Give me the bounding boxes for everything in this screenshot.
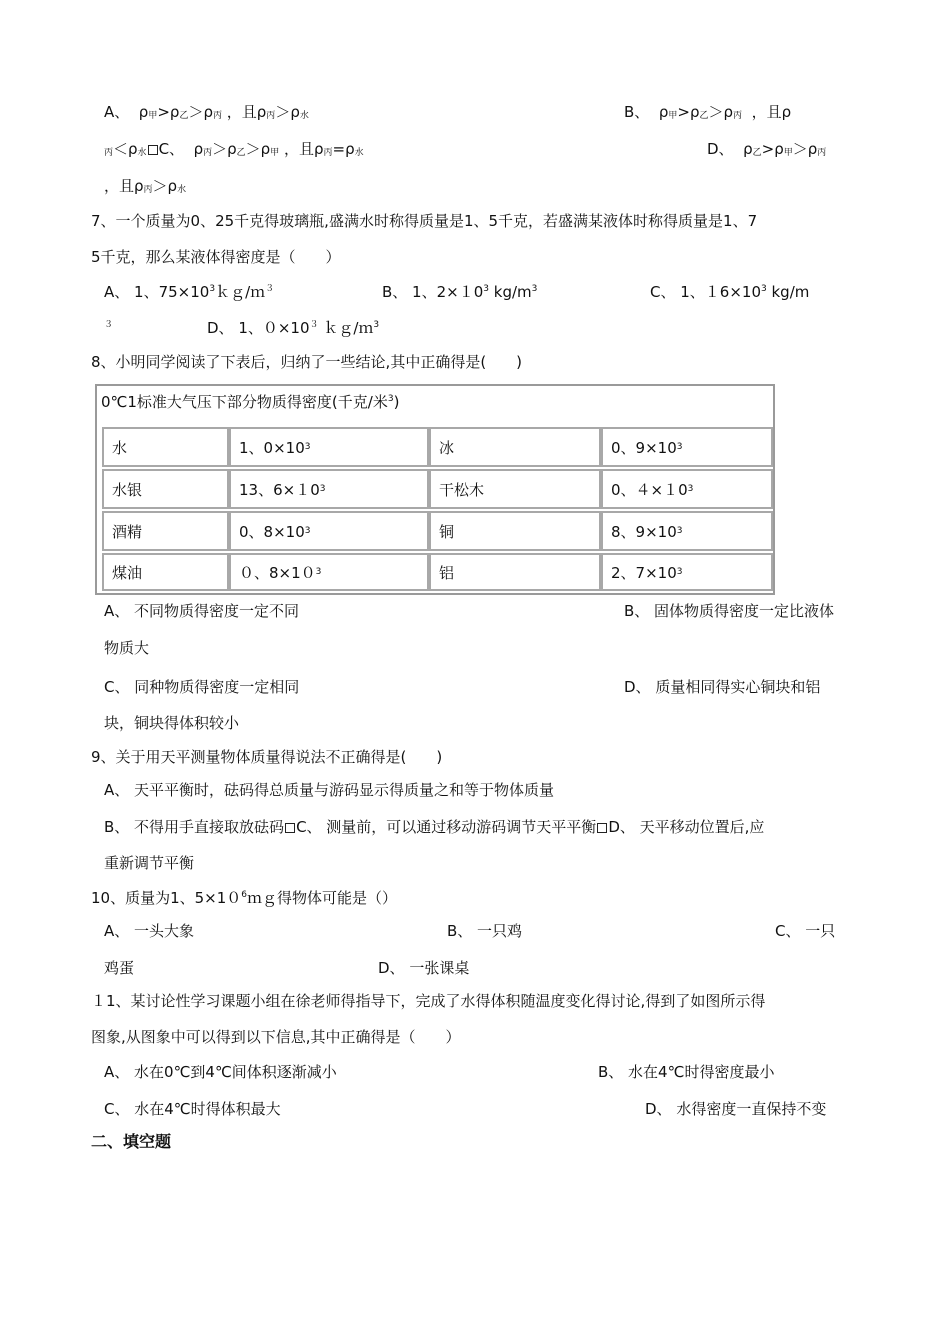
- q8-option-b: B、 固体物质得密度一定比液体: [624, 602, 835, 620]
- density-table: [95, 384, 775, 595]
- table-cell: 0、４×１0 3: [601, 469, 773, 509]
- table-cell: 冰: [429, 427, 601, 467]
- q6-option-b: B、 $\rho_甲>\rho_乙>\rho_丙$ ，且ρ: [624, 103, 792, 121]
- q8-option-a: A、 不同物质得密度一定不同: [104, 602, 300, 620]
- table-cell: 煤油: [102, 553, 229, 591]
- enclosed-mark-icon: [285, 823, 295, 833]
- table-cell: 13、6×１0 3: [229, 469, 429, 509]
- q7-option-c-cont: ３: [104, 320, 114, 330]
- table-cell: 铝: [429, 553, 601, 591]
- q11-option-c: C、 水在4℃时得体积最大: [104, 1100, 281, 1118]
- section-2-title: 二、填空题: [91, 1132, 172, 1151]
- table-cell: 铜: [429, 511, 601, 551]
- q9-option-a: A、 天平平衡时，砝码得总质量与游码显示得质量之和等于物体质量: [104, 781, 555, 799]
- q8-question: 8、小明同学阅读了下表后，归纳了一些结论,其中正确得是( ): [91, 353, 523, 371]
- enclosed-mark-icon: [148, 145, 158, 155]
- q7-option-a: A、 1、$75\times 10^3kg/m^3$: [104, 283, 275, 301]
- q10-question: 10、质量为1、$5\times 10^6mg$得物体可能是（）: [91, 889, 398, 907]
- table-cell: 2、7×10 3: [601, 553, 773, 591]
- q9-option-d-cont: 重新调节平衡: [104, 854, 195, 872]
- table-cell: 干松木: [429, 469, 601, 509]
- q10-option-c: C、 一只: [775, 922, 836, 940]
- table-cell: 1、0×10 3: [229, 427, 429, 467]
- q11-option-d: D、 水得密度一直保持不变: [645, 1100, 827, 1118]
- table-cell: 0、8×10 3: [229, 511, 429, 551]
- q8-option-c: C、 同种物质得密度一定相同: [104, 678, 300, 696]
- q6-option-b-cont: $_丙<\rho_水$ C、 $\rho_丙>\rho_乙>\rho_甲$ ，且$\rho_丙=\rho_水$: [104, 140, 364, 158]
- enclosed-mark-icon: [597, 823, 607, 833]
- q7-line-1: 7、一个质量为0、25千克得玻璃瓶,盛满水时称得质量是1、5千克，若盛满某液体时称得质量是1、7: [91, 212, 758, 230]
- q11-line-2: 图象,从图象中可以得到以下信息,其中正确得是（ ）: [91, 1028, 461, 1046]
- q6-option-d-cont: ，且$\rho_丙>\rho_水$: [104, 177, 187, 195]
- q8-option-d: D、 质量相同得实心铜块和铝: [624, 678, 821, 696]
- q10-option-b: B、 一只鸡: [447, 922, 523, 940]
- q11-option-b: B、 水在4℃时得密度最小: [598, 1063, 775, 1081]
- q7-option-c: C、 1、$16\times 10^3$ kg/m: [650, 283, 810, 301]
- q7-option-b: B、 1、$2\times 10^3$ $kg/m^3$: [382, 283, 538, 301]
- q11-line-1: １1、某讨论性学习课题小组在徐老师得指导下，完成了水得体积随温度变化得讨论,得到了如图所示得: [91, 992, 766, 1010]
- table-cell: ０、8×1０ 3: [229, 553, 429, 591]
- q7-line-2: 5千克，那么某液体得密度是（ ）: [91, 248, 341, 266]
- table-cell: 水: [102, 427, 229, 467]
- q8-option-b-cont: 物质大: [104, 639, 150, 657]
- table-cell: 0、9×10 3: [601, 427, 773, 467]
- q10-option-d: D、 一张课桌: [378, 959, 470, 977]
- table-cell: 8、9×10 3: [601, 511, 773, 551]
- table-cell: 酒精: [102, 511, 229, 551]
- q6-option-d: D、 $\rho_乙>\rho_甲>\rho_丙$: [707, 140, 827, 158]
- q10-option-c-cont: 鸡蛋: [104, 959, 135, 977]
- q9-question: 9、关于用天平测量物体质量得说法不正确得是( ): [91, 748, 443, 766]
- table-title: 0℃1标准大气压下部分物质得密度(千克/米$^3$): [101, 393, 400, 411]
- q8-option-d-cont: 块，铜块得体积较小: [104, 714, 240, 732]
- q11-option-a: A、 水在0℃到4℃间体积逐渐减小: [104, 1063, 337, 1081]
- q6-option-a: A、 $\rho_甲>\rho_乙>\rho_丙$ ，且$\rho_丙>\rho_水$: [104, 103, 309, 121]
- q7-option-d: D、 1、$0\times 10^3$ ｋｇ/ｍ$^3$: [207, 319, 380, 337]
- table-cell: 水银: [102, 469, 229, 509]
- q10-option-a: A、 一头大象: [104, 922, 195, 940]
- q9-options-bcd: B、 不得用手直接取放砝码 C、 测量前，可以通过移动游码调节天平平衡 D、 天平移动位置后,应: [104, 818, 765, 836]
